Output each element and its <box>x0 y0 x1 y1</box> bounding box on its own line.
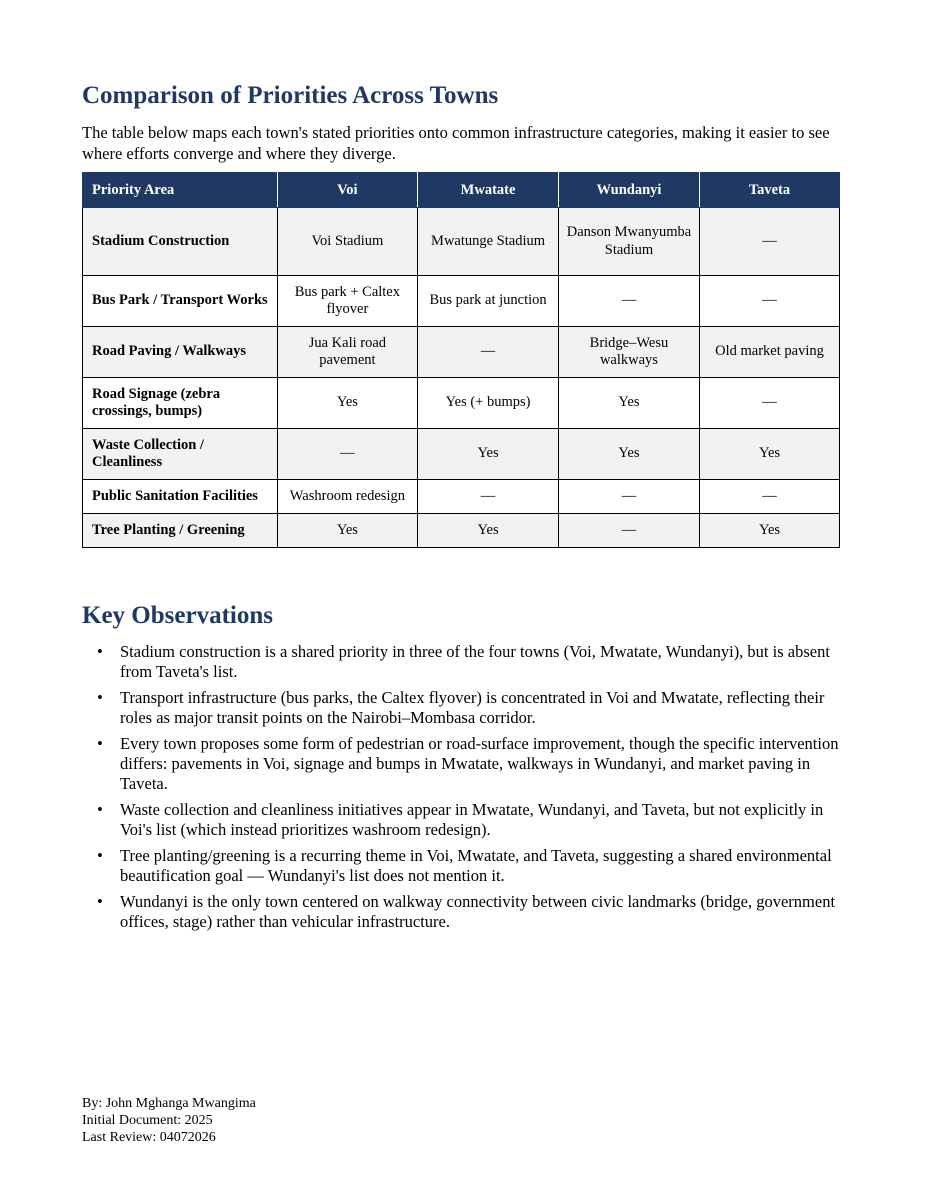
cell-voi: Yes <box>277 378 418 429</box>
cell-voi: Yes <box>277 514 418 548</box>
cell-taveta: Old market paving <box>700 327 840 378</box>
cell-taveta: — <box>700 480 840 514</box>
cell-taveta: — <box>700 378 840 429</box>
cell-voi: Jua Kali road pavement <box>277 327 418 378</box>
row-area: Road Paving / Walkways <box>83 327 278 378</box>
row-area: Road Signage (zebra crossings, bumps) <box>83 378 278 429</box>
footer-author: By: John Mghanga Mwangima <box>82 1096 256 1111</box>
table-row <box>83 429 840 480</box>
row-area: Stadium Construction <box>83 208 278 276</box>
cell-wundanyi: — <box>558 514 699 548</box>
cell-taveta: Yes <box>700 429 840 480</box>
list-item: • Every town proposes some form of pedestrian or road-surface improvement, though the specific intervention differs: pavements in Voi, signage and bumps in Mwatate, walkways in Wundanyi, and market paving in Taveta. <box>82 734 842 794</box>
cell-mwatate: Bus park at junction <box>418 276 559 327</box>
cell-wundanyi: Yes <box>558 378 699 429</box>
cell-wundanyi: Danson Mwanyumba Stadium <box>558 208 699 276</box>
cell-mwatate: — <box>418 480 559 514</box>
intro-paragraph: The table below maps each town's stated priorities onto common infrastructure categories, making it easier to see where efforts converge and where they diverge. <box>82 123 830 163</box>
priorities-table <box>82 172 840 548</box>
list-item: • Tree planting/greening is a recurring theme in Voi, Mwatate, and Taveta, suggesting a shared environmental beautification goal — Wundanyi's list does not mention it. <box>82 846 842 886</box>
cell-taveta: — <box>700 276 840 327</box>
observations-list <box>82 642 842 938</box>
table-row <box>83 480 840 514</box>
header-wundanyi: Wundanyi <box>558 173 699 208</box>
cell-voi: Washroom redesign <box>277 480 418 514</box>
cell-mwatate: Mwatunge Stadium <box>418 208 559 276</box>
cell-mwatate: Yes (+ bumps) <box>418 378 559 429</box>
table-row <box>83 514 840 548</box>
row-area: Tree Planting / Greening <box>83 514 278 548</box>
header-taveta: Taveta <box>700 173 840 208</box>
observations-heading: Key Observations <box>82 602 273 629</box>
cell-mwatate: Yes <box>418 429 559 480</box>
cell-taveta: — <box>700 208 840 276</box>
cell-voi: — <box>277 429 418 480</box>
cell-mwatate: — <box>418 327 559 378</box>
list-item: • Wundanyi is the only town centered on walkway connectivity between civic landmarks (bridge, government offices, stage) rather than vehicular infrastructure. <box>82 892 842 932</box>
row-area: Waste Collection / Cleanliness <box>83 429 278 480</box>
table-row <box>83 276 840 327</box>
footer-initial-date: Initial Document: 2025 <box>82 1113 213 1128</box>
header-mwatate: Mwatate <box>418 173 559 208</box>
cell-taveta: Yes <box>700 514 840 548</box>
row-area: Bus Park / Transport Works <box>83 276 278 327</box>
header-priority-area: Priority Area <box>83 173 278 208</box>
footer-review-date: Last Review: 04072026 <box>82 1130 216 1145</box>
table-row <box>83 327 840 378</box>
cell-wundanyi: — <box>558 480 699 514</box>
cell-wundanyi: Yes <box>558 429 699 480</box>
page-title: Comparison of Priorities Across Towns <box>82 82 499 109</box>
table-row <box>83 378 840 429</box>
table-row <box>83 208 840 276</box>
list-item: • Stadium construction is a shared priority in three of the four towns (Voi, Mwatate, Wundanyi), but is absent from Taveta's list. <box>82 642 842 682</box>
cell-wundanyi: Bridge–Wesu walkways <box>558 327 699 378</box>
table-header-row <box>83 173 840 208</box>
cell-mwatate: Yes <box>418 514 559 548</box>
cell-wundanyi: — <box>558 276 699 327</box>
list-item: • Waste collection and cleanliness initiatives appear in Mwatate, Wundanyi, and Taveta, but not explicitly in Voi's list (which instead prioritizes washroom redesign). <box>82 800 842 840</box>
header-voi: Voi <box>277 173 418 208</box>
cell-voi: Bus park + Caltex flyover <box>277 276 418 327</box>
cell-voi: Voi Stadium <box>277 208 418 276</box>
row-area: Public Sanitation Facilities <box>83 480 278 514</box>
list-item: • Transport infrastructure (bus parks, the Caltex flyover) is concentrated in Voi and Mwatate, reflecting their roles as major transit points on the Nairobi–Mombasa corridor. <box>82 688 842 728</box>
document-footer <box>82 1095 256 1146</box>
